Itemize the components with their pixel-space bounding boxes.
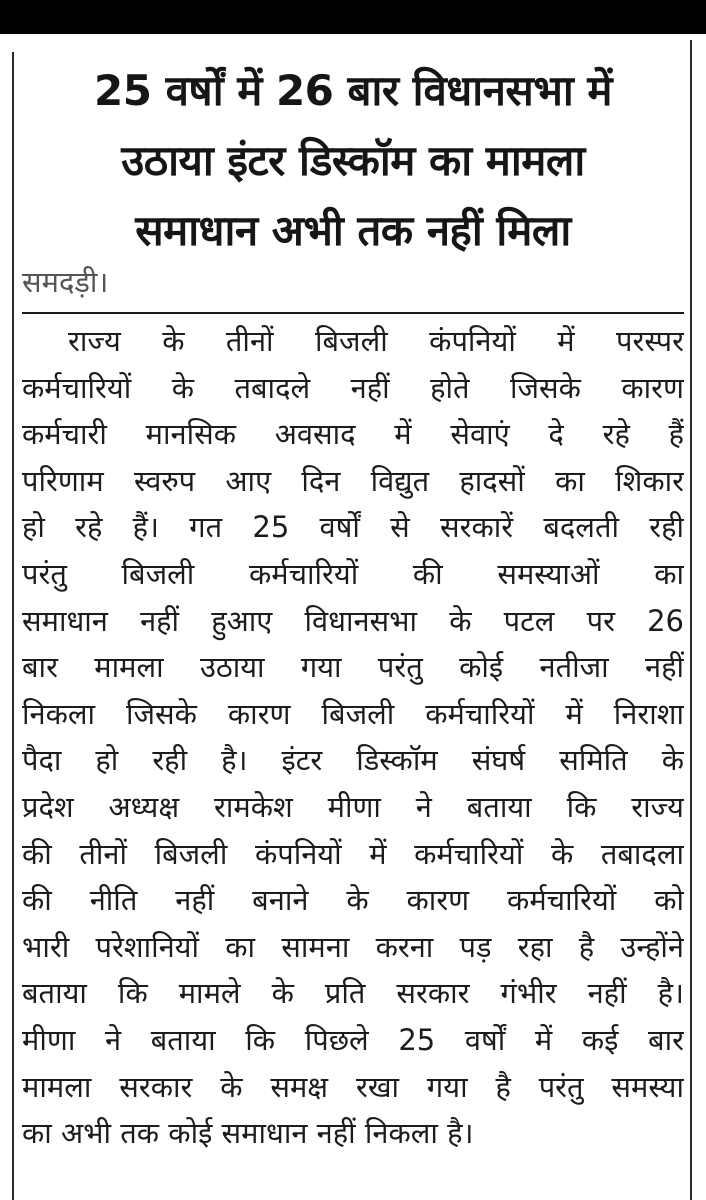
- body-line: की तीनों बिजली कंपनियों में कर्मचारियों के तबादला: [22, 836, 684, 871]
- dateline-rule: [22, 312, 684, 314]
- body-line: कर्मचारियों के तबादले नहीं होते जिसके कारण: [22, 370, 684, 405]
- body-line: कर्मचारी मानसिक अवसाद में सेवाएं दे रहे हैं: [22, 417, 684, 452]
- body-line: की नीति नहीं बनाने के कारण कर्मचारियों को: [22, 883, 684, 918]
- body-line: बार मामला उठाया गया परंतु कोई नतीजा नहीं: [22, 650, 684, 685]
- column-rule-left: [12, 52, 14, 1200]
- body-line: परिणाम स्वरुप आए दिन विद्युत हादसों का शिकार: [22, 463, 684, 498]
- body-line: बताया कि मामले के प्रति सरकार गंभीर नहीं है।: [22, 976, 684, 1011]
- body-line: मामला सरकार के समक्ष रखा गया है परंतु समस्या: [22, 1069, 684, 1104]
- top-black-bar: [0, 0, 706, 34]
- body-line: समाधान नहीं हुआए विधानसभा के पटल पर 26: [22, 603, 684, 638]
- body-line: राज्य के तीनों बिजली कंपनियों में परस्पर: [68, 324, 684, 358]
- headline: [18, 56, 688, 266]
- body-line: प्रदेश अध्यक्ष रामकेश मीणा ने बताया कि राज्य: [22, 789, 684, 824]
- body-line: भारी परेशानियों का सामना करना पड़ रहा है उन्होंने: [22, 929, 684, 964]
- body-line: का अभी तक कोई समाधान नहीं निकला है।: [22, 1116, 474, 1151]
- column-rule-right: [690, 40, 692, 1200]
- article-body: [22, 318, 684, 1157]
- headline-line-1: 25 वर्षों में 26 बार विधानसभा में: [94, 66, 612, 115]
- body-line: निकला जिसके कारण बिजली कर्मचारियों में निराशा: [22, 696, 684, 731]
- headline-line-3: समाधान अभी तक नहीं मिला: [135, 206, 571, 255]
- body-line: हो रहे हैं। गत 25 वर्षों से सरकारें बदलती रही: [22, 510, 684, 545]
- body-line: पैदा हो रही है। इंटर डिस्कॉम संघर्ष समिति के: [22, 743, 684, 778]
- headline-line-2: उठाया इंटर डिस्कॉम का मामला: [121, 136, 585, 185]
- dateline: समदड़ी।: [22, 265, 109, 299]
- body-line: मीणा ने बताया कि पिछले 25 वर्षों में कई बार: [22, 1022, 684, 1057]
- body-line: परंतु बिजली कर्मचारियों की समस्याओं का: [22, 556, 684, 591]
